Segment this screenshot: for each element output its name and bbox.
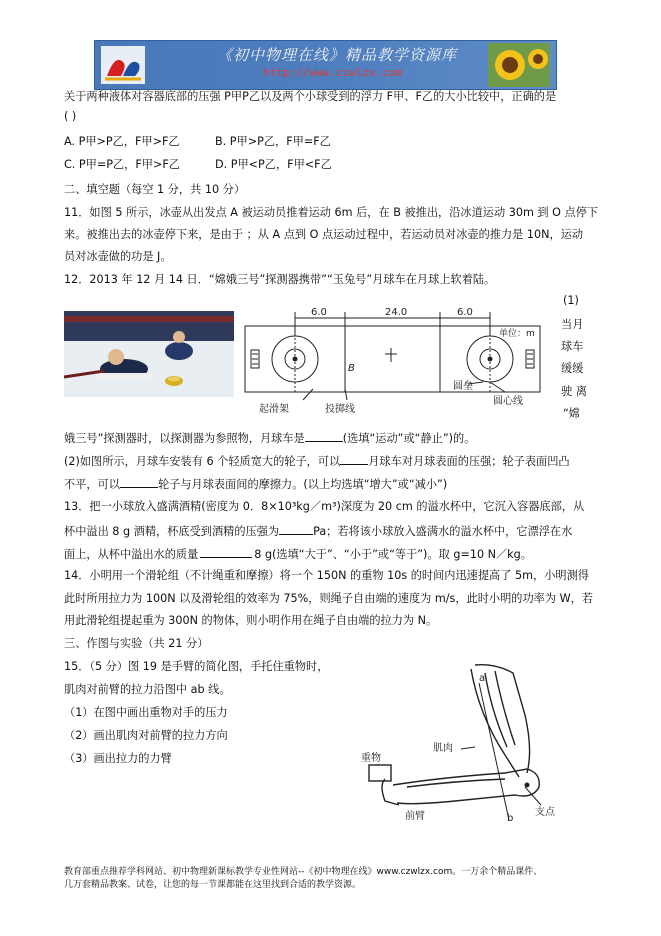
banner-title: 《初中物理在线》精品教学资源库 — [217, 46, 458, 64]
question-13-line2 — [64, 523, 572, 539]
q12c-post: 月球车对月球表面的压强；轮子表面凹凸 — [368, 455, 570, 468]
q12d-pre: 不平，可以 — [64, 478, 120, 491]
option-c: C. P甲=P乙，F甲>F乙 — [64, 158, 180, 171]
question-15-line1: 15．（5 分）图 19 是手臂的简化图，手托住重物时， — [64, 660, 329, 673]
muscle-label: 肌肉 — [433, 743, 453, 754]
question-11-line3: 员对冰壶做的功是 J。 — [64, 250, 172, 263]
question-11-line1: 11．如图 5 所示，冰壶从出发点 A 被运动员推着运动 6m 后，在 B 被推出，沿冰道运动 30m 到 O 点停下 — [64, 206, 599, 219]
q12-side-6: “嫦 — [563, 407, 580, 420]
question-10-stem: 关于两种液体对容器底部的压强 P甲P乙以及两个小球受到的浮力 F甲、F乙的大小比较中，正确的是 — [64, 90, 557, 103]
q13c-post: 8 g(选填“大于”、“小于”或“等于”)。取 g=10 N／kg。 — [254, 548, 532, 561]
weight-block — [369, 765, 391, 781]
muscle-outline — [471, 669, 519, 777]
q13b-post: Pa；若将该小球放入盛满水的溢水杯中，它漂浮在水 — [313, 525, 573, 538]
arm-diagram — [355, 655, 565, 823]
question-12-line4 — [64, 476, 447, 492]
header-banner — [94, 40, 557, 90]
question-13-line1: 13．把一小球放入盛满酒精(密度为 0．8×10³kg／m³)深度为 20 cm 的溢水杯中，它沉入容器底部，从 — [64, 500, 585, 513]
muscle-leader — [461, 747, 475, 749]
leader-throw — [345, 389, 347, 400]
throw-line-label: 投掷线 — [325, 404, 355, 415]
sunflower-icon — [488, 43, 550, 87]
q12-side-4: 缓缓 — [561, 362, 584, 375]
dim-right-label: 6.0 — [457, 307, 473, 318]
question-15-item2: （2）画出肌肉对前臂的拉力方向 — [64, 729, 228, 742]
answer-blank-3[interactable] — [120, 476, 158, 488]
answer-blank-1[interactable] — [305, 430, 343, 442]
question-10-bracket: ( ) — [64, 110, 77, 123]
q12-side-2: 当月 — [561, 318, 584, 331]
section-3-heading: 三、作图与实验（共 21 分） — [64, 637, 209, 650]
q12c-pre: (2)如图所示，月球车安装有 6 个轻质宽大的轮子，可以 — [64, 455, 341, 468]
question-12-line2 — [64, 430, 475, 446]
pivot-point — [525, 783, 530, 788]
pivot-label: 支点 — [535, 807, 555, 818]
q12-side-1: (1) — [563, 294, 579, 307]
weight-label: 重物 — [361, 753, 381, 764]
q12b-post: (选填“运动”或“静止”)的。 — [342, 432, 476, 445]
q13b-pre: 杯中溢出 8 g 酒精，杯底受到酒精的压强为 — [64, 525, 280, 538]
footer-line-2: 几万套精品教案、试卷，让您的每一节课都能在这里找到合适的教学资源。 — [64, 880, 362, 890]
question-12-line1: 12．2013 年 12 月 14 日．“嫦娥三号”探测器携带”“玉兔号”月球车在月球上软着陆。 — [64, 273, 496, 286]
option-b: B. P甲>P乙，F甲=F乙 — [215, 135, 331, 148]
question-11-line2: 来。被推出去的冰壶停下来，是由于 ；从 A 点到 O 点运动过程中，若运动员对冰壶的推力是 10N，运动 — [64, 228, 584, 241]
start-rack-label: 起滑架 — [259, 404, 289, 415]
option-a: A. P甲>P乙，F甲>F乙 — [64, 135, 180, 148]
q12b-pre: 娥三号”探测器时，以探测器为参照物，月球车是 — [64, 432, 305, 445]
rink-outline — [245, 326, 540, 392]
center-line-label: 圆心线 — [493, 396, 523, 407]
curling-rink-diagram — [243, 304, 543, 416]
question-14-line1: 14．小明用一个滑轮组（不计绳重和摩擦）将一个 150N 的重物 10s 的时间内迅速提高了 5m，小明测得 — [64, 569, 589, 582]
question-14-line3: 用此滑轮组提起重为 300N 的物体，则小明作用在绳子自由端的拉力为 N。 — [64, 614, 438, 627]
point-b-label: B — [348, 363, 355, 374]
curling-photo-image — [64, 311, 234, 397]
q12d-post: 轮子与月球表面间的摩擦力。(以上均选填“增大”或“减小”) — [157, 478, 448, 491]
banner-url[interactable]: http://www.czwlzx.com — [263, 66, 403, 79]
leader-center — [490, 382, 505, 392]
right-button — [488, 357, 493, 362]
answer-blank-5[interactable] — [200, 546, 252, 558]
muscle-line-ab — [479, 683, 509, 820]
answer-blank-4[interactable] — [279, 523, 313, 535]
question-13-line3 — [64, 546, 532, 562]
house-label: 圆垒 — [453, 381, 473, 392]
q12-side-5: 驶 离 — [561, 385, 587, 398]
hand-outline — [382, 779, 399, 805]
point-b-label-arm: b — [507, 813, 514, 823]
answer-blank-2[interactable] — [340, 453, 368, 465]
site-logo-icon — [101, 46, 145, 84]
option-d: D. P甲<P乙，F甲<F乙 — [215, 158, 332, 171]
dim-mid-label: 24.0 — [385, 307, 408, 318]
forearm-label: 前臂 — [405, 811, 425, 822]
point-a-label: a — [479, 673, 486, 684]
left-button — [293, 357, 298, 362]
question-14-line2: 此时所用拉力为 100N 以及滑轮组的效率为 75%，则绳子自由端的速度为 m/s，此时小明的功率为 W，若 — [64, 592, 594, 605]
section-2-heading: 二、填空题（每空 1 分，共 10 分） — [64, 183, 246, 196]
question-12-line3 — [64, 453, 570, 469]
question-15-item3: （3）画出拉力的力臂 — [64, 752, 172, 765]
question-15-line2: 肌肉对前臂的拉力沿图中 ab 线。 — [64, 683, 231, 696]
forearm-bone — [407, 779, 505, 787]
leader-start — [303, 389, 313, 400]
q12-side-3: 球车 — [561, 340, 584, 353]
curling-photo — [64, 311, 234, 397]
unit-label: 单位：m — [499, 329, 535, 339]
dim-left-label: 6.0 — [311, 307, 327, 318]
muscle-fiber-2 — [495, 671, 515, 745]
footer-line-1: 教育部重点推荐学科网站、初中物理新课标教学专业性网站--《初中物理在线》www.czwlzx.com。一万余个精品课件、 — [64, 867, 543, 877]
q13c-pre: 面上，从杯中溢出水的质量 — [64, 548, 199, 561]
question-15-item1: （1）在图中画出重物对手的压力 — [64, 706, 228, 719]
